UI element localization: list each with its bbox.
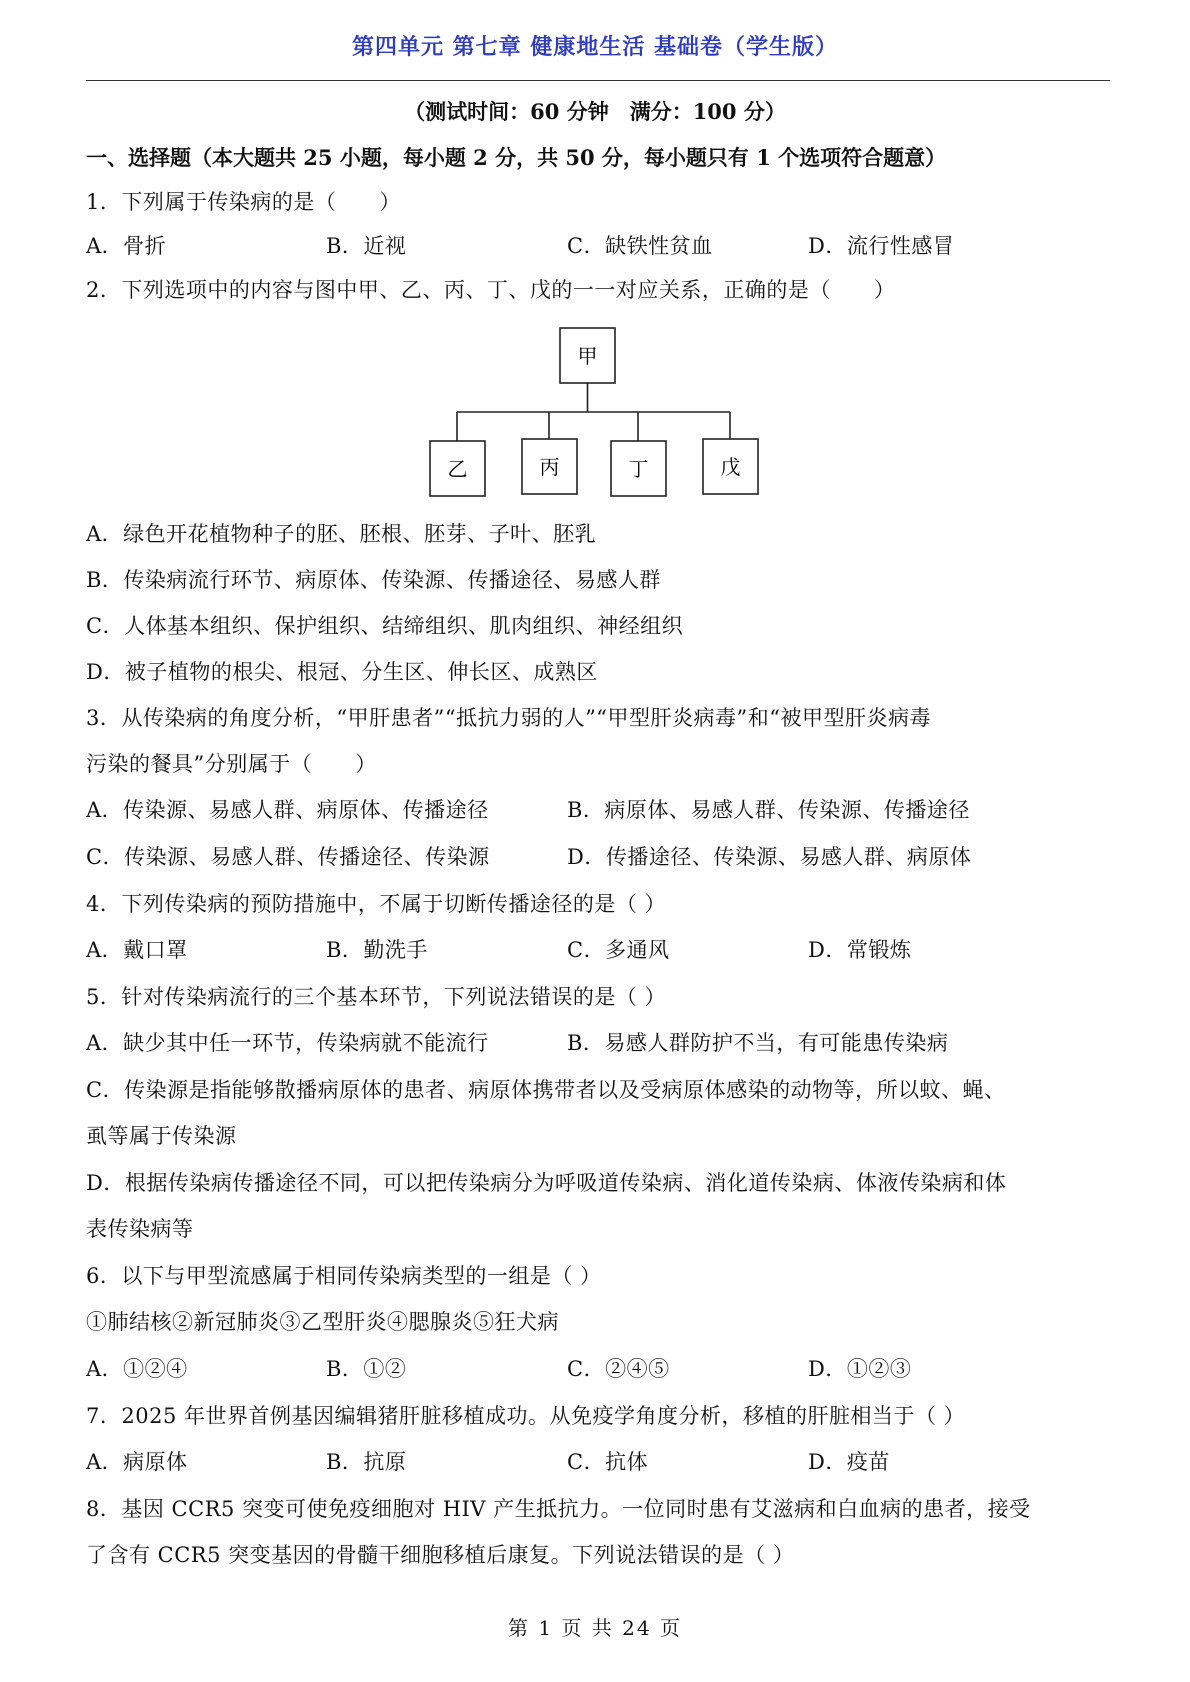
- question-2-option-d: D．被子植物的根尖、根冠、分生区、伸长区、成熟区: [86, 660, 598, 684]
- question-6-list: ①肺结核②新冠肺炎③乙型肝炎④腮腺炎⑤狂犬病: [86, 1310, 559, 1334]
- question-4-option-c: C．多通风: [567, 938, 670, 962]
- question-7-stem: 7．2025 年世界首例基因编辑猪肝脏移植成功。从免疫学角度分析，移植的肝脏相当于（ ）: [86, 1404, 966, 1428]
- question-5-option-c-cont: 虱等属于传染源: [86, 1124, 237, 1148]
- question-2-option-c: C．人体基本组织、保护组织、结缔组织、肌肉组织、神经组织: [86, 614, 684, 638]
- question-3-option-a: A．传染源、易感人群、病原体、传播途径: [86, 798, 489, 822]
- question-7-option-d: D．疫苗: [808, 1450, 890, 1474]
- question-8-stem: 8．基因 CCR5 突变可使免疫细胞对 HIV 产生抵抗力。一位同时患有艾滋病和白血病的患者，接受: [86, 1497, 1031, 1521]
- question-5-option-a: A．缺少其中任一环节，传染病就不能流行: [86, 1031, 489, 1055]
- diagram-label-3: 丁: [628, 457, 649, 481]
- question-3-option-d: D．传播途径、传染源、易感人群、病原体: [567, 845, 972, 869]
- question-3-stem: 3．从传染病的角度分析，“甲肝患者”“抵抗力弱的人”“甲型肝炎病毒”和“被甲型肝炎病毒: [86, 706, 932, 730]
- hierarchy-diagram: [420, 325, 780, 510]
- question-6-stem: 6．以下与甲型流感属于相同传染病类型的一组是（ ）: [86, 1264, 602, 1288]
- diagram-label-1: 乙: [447, 457, 468, 481]
- question-3-option-b: B．病原体、易感人群、传染源、传播途径: [567, 798, 970, 822]
- diagram-label-top: 甲: [577, 344, 598, 368]
- page-number: 第 1 页 共 24 页: [508, 1616, 682, 1640]
- question-3-stem-cont: 污染的餐具”分别属于（ ）: [86, 752, 377, 776]
- diagram-label-2: 丙: [539, 455, 560, 479]
- question-6-option-b: B．①②: [326, 1357, 407, 1381]
- question-2-option-b: B．传染病流行环节、病原体、传染源、传播途径、易感人群: [86, 568, 661, 592]
- question-5-stem: 5．针对传染病流行的三个基本环节，下列说法错误的是（ ）: [86, 985, 667, 1009]
- question-5-option-b: B．易感人群防护不当，有可能患传染病: [567, 1031, 949, 1055]
- question-4-option-d: D．常锻炼: [808, 938, 912, 962]
- diagram-label-4: 戊: [720, 455, 741, 479]
- question-1-option-a: A．骨折: [86, 234, 167, 258]
- question-7-option-c: C．抗体: [567, 1450, 649, 1474]
- question-5-option-d: D．根据传染病传播途径不同，可以把传染病分为呼吸道传染病、消化道传染病、体液传染病和体: [86, 1171, 1007, 1195]
- question-4-stem: 4．下列传染病的预防措施中，不属于切断传播途径的是（ ）: [86, 892, 667, 916]
- question-1-option-c: C．缺铁性贫血: [567, 234, 713, 258]
- question-2-stem: 2．下列选项中的内容与图中甲、乙、丙、丁、戊的一一对应关系，正确的是（ ）: [86, 278, 896, 302]
- document-title: 第四单元 第七章 健康地生活 基础卷（学生版）: [352, 35, 838, 60]
- question-4-option-b: B．勤洗手: [326, 938, 428, 962]
- question-5-option-c: C．传染源是指能够散播病原体的患者、病原体携带者以及受病原体感染的动物等，所以蚊、蝇、: [86, 1078, 1006, 1102]
- question-6-option-d: D．①②③: [808, 1357, 912, 1381]
- question-6-option-c: C．②④⑤: [567, 1357, 670, 1381]
- question-2-option-a: A．绿色开花植物种子的胚、胚根、胚芽、子叶、胚乳: [86, 522, 597, 546]
- section-heading: 一、选择题（本大题共 25 小题，每小题 2 分，共 50 分，每小题只有 1 个选项符合题意）: [86, 145, 947, 170]
- question-6-option-a: A．①②④: [86, 1357, 188, 1381]
- question-8-stem-cont: 了含有 CCR5 突变基因的骨髓干细胞移植后康复。下列说法错误的是（ ）: [86, 1543, 795, 1567]
- question-7-option-a: A．病原体: [86, 1450, 188, 1474]
- exam-info: （测试时间：60 分钟 满分：100 分）: [404, 99, 786, 124]
- question-3-option-c: C．传染源、易感人群、传播途径、传染源: [86, 845, 490, 869]
- header-divider: [86, 80, 1110, 81]
- question-1-option-b: B．近视: [326, 234, 407, 258]
- question-1-stem: 1．下列属于传染病的是（ ）: [86, 190, 401, 214]
- question-7-option-b: B．抗原: [326, 1450, 407, 1474]
- question-4-option-a: A．戴口罩: [86, 938, 188, 962]
- question-5-option-d-cont: 表传染病等: [86, 1217, 194, 1241]
- question-1-option-d: D．流行性感冒: [808, 234, 955, 258]
